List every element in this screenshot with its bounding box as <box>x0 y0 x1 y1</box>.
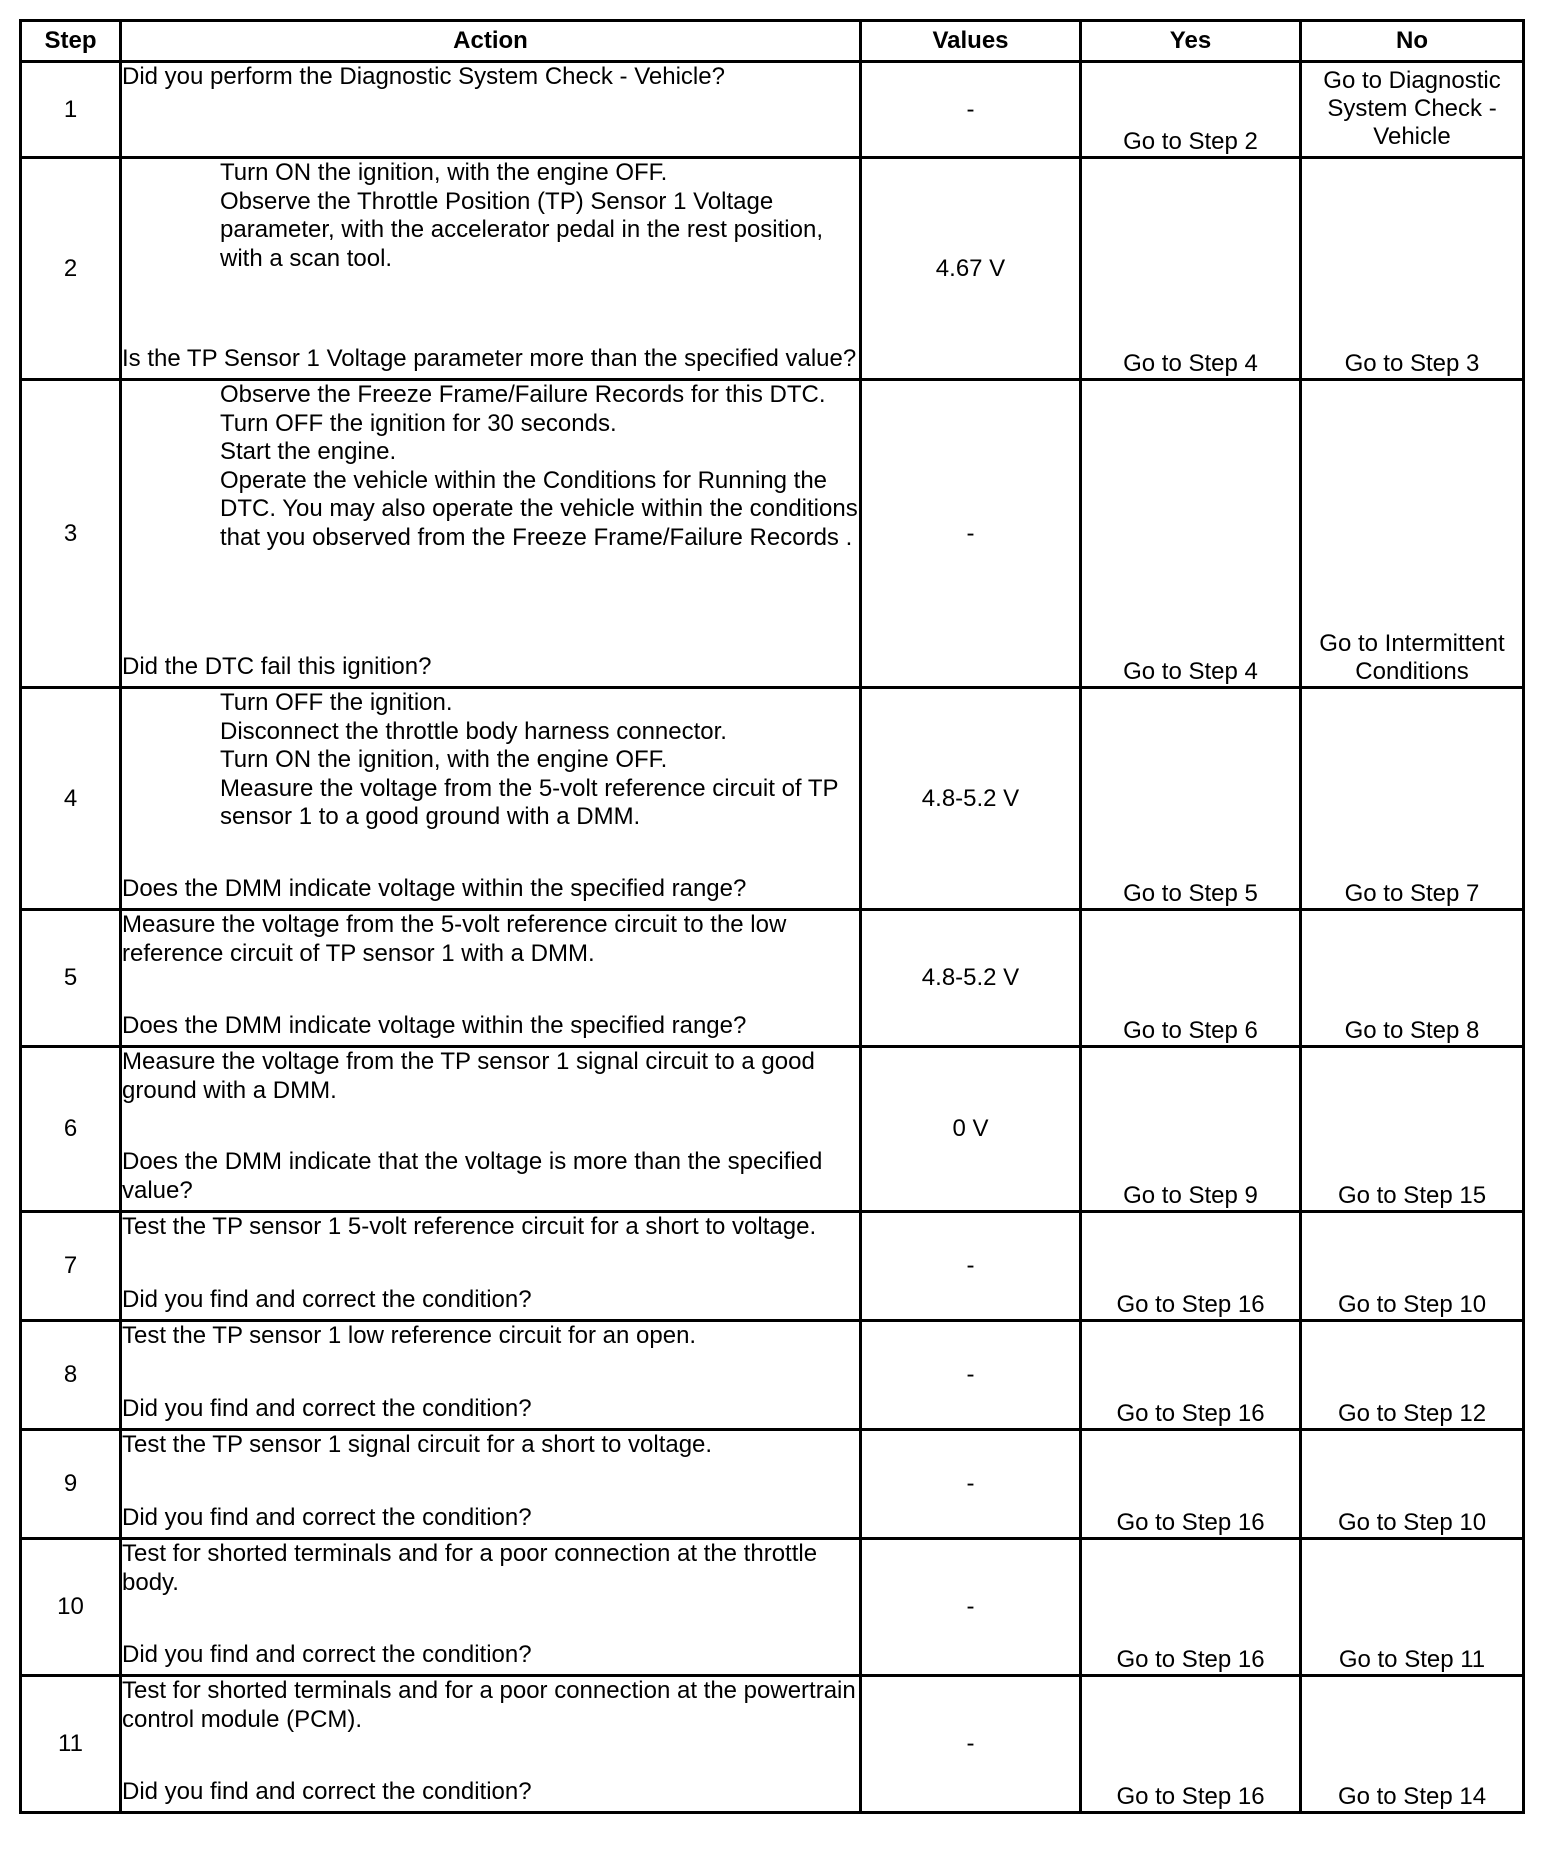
step-number: 11 <box>21 1676 121 1813</box>
step-number: 6 <box>21 1047 121 1212</box>
instruction-item: Operate the vehicle within the Conditions for Running the DTC. You may also operate the vehicle within the conditions that you observed from the Freeze Frame/Failure Records . <box>220 466 858 551</box>
no-text: Go to Intermittent Conditions <box>1319 630 1505 685</box>
action-question: Did you find and correct the condition? <box>122 1285 532 1313</box>
yes-cell: Go to Step 16 <box>1081 1676 1301 1813</box>
step-number: 3 <box>21 380 121 688</box>
action-text: Test the TP sensor 1 5-volt reference circuit for a short to voltage. <box>122 1213 817 1240</box>
action-cell <box>121 1430 861 1539</box>
header-no: No <box>1301 21 1524 62</box>
step-number: 2 <box>21 158 121 380</box>
table-row <box>21 910 1524 1047</box>
no-cell: Go to Step 7 <box>1301 688 1524 910</box>
action-text: Test the TP sensor 1 low reference circuit for an open. <box>122 1322 697 1349</box>
no-cell: Go to Step 8 <box>1301 910 1524 1047</box>
action-text: Test for shorted terminals and for a poor connection at the throttle body. <box>122 1540 818 1596</box>
yes-cell: Go to Step 2 <box>1081 62 1301 158</box>
instruction-item: Turn ON the ignition, with the engine OFF. <box>220 746 668 773</box>
action-text: Measure the voltage from the 5-volt reference circuit to the low reference circuit of TP sensor 1 with a DMM. <box>122 911 787 967</box>
instruction-item: Turn ON the ignition, with the engine OFF. <box>220 159 668 186</box>
no-cell: Go to Step 12 <box>1301 1321 1524 1430</box>
no-cell <box>1301 62 1524 158</box>
action-question: Does the DMM indicate that the voltage is more than the specified value? <box>122 1148 823 1204</box>
action-question: Did you find and correct the condition? <box>122 1503 532 1531</box>
action-text: Test for shorted terminals and for a poor connection at the powertrain control module (PCM). <box>122 1677 856 1733</box>
instruction-list <box>122 381 859 552</box>
action-question: Did you find and correct the condition? <box>122 1394 532 1422</box>
value-cell: - <box>861 1321 1081 1430</box>
value-cell: - <box>861 1676 1081 1813</box>
no-cell: Go to Step 11 <box>1301 1539 1524 1676</box>
table-row <box>21 1047 1524 1212</box>
value-cell: 4.67 V <box>861 158 1081 380</box>
no-cell: Go to Step 10 <box>1301 1430 1524 1539</box>
step-number: 4 <box>21 688 121 910</box>
value-cell: - <box>861 1430 1081 1539</box>
yes-cell: Go to Step 4 <box>1081 158 1301 380</box>
action-question: Did the DTC fail this ignition? <box>122 652 432 680</box>
action-cell <box>121 158 861 380</box>
action-cell <box>121 910 861 1047</box>
header-step: Step <box>21 21 121 62</box>
no-cell <box>1301 380 1524 688</box>
action-question: Does the DMM indicate voltage within the specified range? <box>122 874 747 902</box>
no-cell: Go to Step 10 <box>1301 1212 1524 1321</box>
action-question: Is the TP Sensor 1 Voltage parameter more than the specified value? <box>122 344 857 372</box>
step-number: 7 <box>21 1212 121 1321</box>
table-row <box>21 1676 1524 1813</box>
table-row <box>21 1430 1524 1539</box>
value-cell: 4.8-5.2 V <box>861 688 1081 910</box>
action-text: Test the TP sensor 1 signal circuit for a short to voltage. <box>122 1431 713 1458</box>
yes-cell: Go to Step 16 <box>1081 1212 1301 1321</box>
value-cell: 4.8-5.2 V <box>861 910 1081 1047</box>
no-text: Go to Diagnostic System Check - Vehicle <box>1323 67 1501 150</box>
instruction-list <box>122 159 859 273</box>
action-cell <box>121 380 861 688</box>
action-cell <box>121 1321 861 1430</box>
yes-cell: Go to Step 16 <box>1081 1430 1301 1539</box>
table-row <box>21 1212 1524 1321</box>
value-cell: - <box>861 1212 1081 1321</box>
value-cell: - <box>861 62 1081 158</box>
value-cell: - <box>861 1539 1081 1676</box>
instruction-item: Turn OFF the ignition. <box>220 689 453 716</box>
no-cell: Go to Step 3 <box>1301 158 1524 380</box>
action-cell <box>121 1212 861 1321</box>
header-action: Action <box>121 21 861 62</box>
table-row <box>21 688 1524 910</box>
instruction-item: Measure the voltage from the 5-volt reference circuit of TP sensor 1 to a good ground with a DMM. <box>220 774 839 830</box>
header-values: Values <box>861 21 1081 62</box>
step-number: 1 <box>21 62 121 158</box>
instruction-item: Start the engine. <box>220 438 397 465</box>
table-row <box>21 158 1524 380</box>
step-number: 10 <box>21 1539 121 1676</box>
action-cell <box>121 1539 861 1676</box>
yes-cell: Go to Step 16 <box>1081 1539 1301 1676</box>
action-cell <box>121 1676 861 1813</box>
yes-cell: Go to Step 5 <box>1081 688 1301 910</box>
step-number: 5 <box>21 910 121 1047</box>
diagnostic-table <box>19 19 1525 1814</box>
table-row <box>21 1321 1524 1430</box>
instruction-list <box>122 689 859 832</box>
instruction-item: Turn OFF the ignition for 30 seconds. <box>220 409 617 437</box>
action-question: Did you perform the Diagnostic System Check - Vehicle? <box>122 63 725 90</box>
table-row <box>21 62 1524 158</box>
yes-cell: Go to Step 4 <box>1081 380 1301 688</box>
action-cell <box>121 688 861 910</box>
action-cell <box>121 62 861 158</box>
step-number: 9 <box>21 1430 121 1539</box>
header-yes: Yes <box>1081 21 1301 62</box>
instruction-item: Observe the Freeze Frame/Failure Records for this DTC. <box>220 381 826 408</box>
instruction-item: Disconnect the throttle body harness connector. <box>220 717 727 745</box>
instruction-item: Observe the Throttle Position (TP) Sensor 1 Voltage parameter, with the accelerator pedal in the rest position, with a scan tool. <box>220 187 823 272</box>
yes-cell: Go to Step 6 <box>1081 910 1301 1047</box>
action-question: Did you find and correct the condition? <box>122 1640 532 1668</box>
table-row <box>21 380 1524 688</box>
yes-cell: Go to Step 9 <box>1081 1047 1301 1212</box>
no-cell: Go to Step 15 <box>1301 1047 1524 1212</box>
value-cell: 0 V <box>861 1047 1081 1212</box>
yes-cell: Go to Step 16 <box>1081 1321 1301 1430</box>
table-row <box>21 1539 1524 1676</box>
action-cell <box>121 1047 861 1212</box>
step-number: 8 <box>21 1321 121 1430</box>
action-question: Does the DMM indicate voltage within the specified range? <box>122 1011 747 1039</box>
no-cell: Go to Step 14 <box>1301 1676 1524 1813</box>
action-question: Did you find and correct the condition? <box>122 1777 532 1805</box>
action-text: Measure the voltage from the TP sensor 1 signal circuit to a good ground with a DMM. <box>122 1048 815 1104</box>
header-row <box>21 21 1524 62</box>
value-cell: - <box>861 380 1081 688</box>
